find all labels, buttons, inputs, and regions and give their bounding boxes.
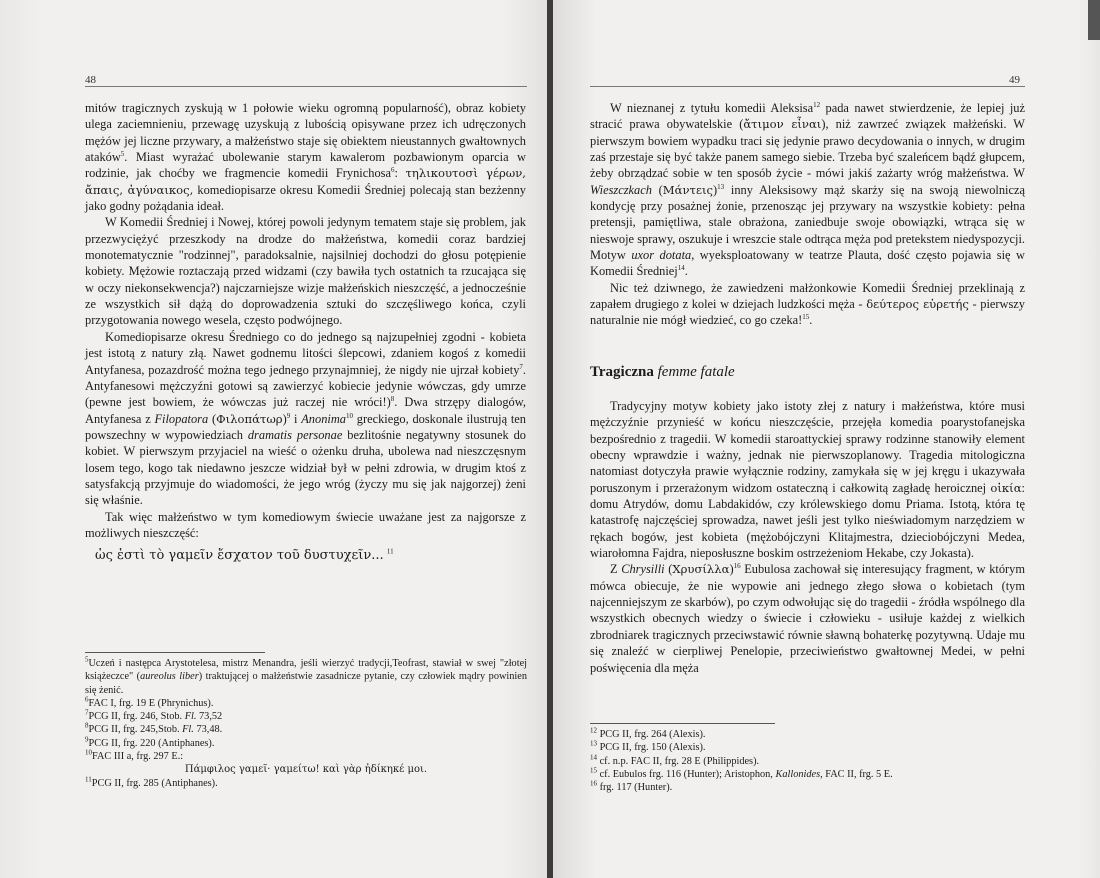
paragraph: mitów tragicznych zyskują w 1 połowie wieku ogromną popularność), obraz kobiety ulega zaciemnieniu, przewagę uzyskują z lubością opisywane przez ich udręczonych mężów jej liczne przywary, a małżeństwo staje się obiektem nieustannych gwałtownych ataków$^5$. Miast wyrażać ubolewanie starym kawalerom pozbawionym oparcia w rodzinie, jak choćby we fragmencie komedii Frynichosa$^6$: τηλικουτοσὶ γέρων, ἄπαις, ἀγύναικος, komediopisarze okresu Komedii Średniej polecają stan bezżenny jako godny pożądania ideał. [85,101,526,214]
greek-quote: ὡς ἐστὶ τὸ γαμεῖν ἔσχατον τοῦ δυστυχεῖν... $^{11}$ [95,547,394,564]
footnote: $^{15}$ cf. Eubulos frg. 116 (Hunter); Aristophon, Kallonides, FAC II, frg. 5 E. [590,766,893,780]
footnote: $^7$PCG II, frg. 246, Stob. Fl. 73,52 [85,708,223,723]
paragraph: Komediopisarze okresu Średniego co do jednego są najzupełniej zgodni - kobieta jest istotą z natury złą. Nawet godnemu litości ślepcowi, zdaniem kogoś z komedii Antyfanesa, pozazdrość można tego jednego przynajmniej, że nigdy nie ujrzał kobiety$^7$. Antyfanesowi mężczyźni gotowi są zawierzyć kobiecie jedynie wówczas, gdy umrze (pewne jest bowiem, że wówczas już raczej nie wróci!)$^8$. Dwa strzępy dialogów, Antyfanesa z Filopatora $(\Phi\iota\lambda o\pi ά\tau\omega\rho)^9$ i Anonima$^{10}$ greckiego, doskonale ilustrują ten powszechny w wypowiedziach dramatis personae bezlitośnie negatywny stosunek do kobiet. W pierwszym przyjaciel na wieść o ożenku druha, ubolewa nad nieszczęsnym losem tego, kogo tak niedawno jeszcze widział był w pełni zdrowia, w drugim ktoś z satysfakcją przyjmuje do wiadomości, że jego wróg (życzy mu się jak najgorzej) żeni się właśnie. [85,329,527,508]
main-text [590,100,1025,329]
page-number: 48 [85,74,96,86]
footnote-rule [85,652,265,653]
paragraph: W Komedii Średniej i Nowej, której powoli jedynym tematem staje się problem, jak przezwyciężyć przeszkody na drodze do małżeństwa, komedii coraz bardziej monotematycznie "rodzinnej", paradoksalnie, najsilniej dochodzi do głosu potępienie kobiety. Mężowie roztaczają przed widzami (czy bawiła tych ostatnich ta rzucająca się w oczy niekonsekwencja?) najczarniejsze wizje małżeńskich nieszczęść, a jednocześnie ze wszystkich sił dążą do doprowadzenia sztuki do szczęśliwego końca, czyli przygotowania nowego wesela, często podwójnego. [85,215,526,328]
footnote-rule [590,723,775,724]
left-page [0,0,547,878]
footnotes [85,657,527,790]
paragraph: Z Chrysilli $(X\rho\upsilon\sigma ί\lambda\lambda\alpha)^{16}$ Eubulosa zachował się interesujący fragment, w którym mówca obiecuje, że nie wypowie ani jednego złego słowa o kobietach (tym najcenniejszym ze skarbów), po czym odwołując się do tragedii - źródła wspólnego dla wszystkich obecnych wiedzy o świecie i człowieku - usiłuje każdej z wielkich zbrodniarek tragicznych przeciwstawić równie sławną bohaterkę pozytywną. Udaje mu się znaleźć w cierpliwej Penelopie, przeciwieństwo gwałtownej Medei, w pełni poświęcenia dla męża [590,562,1025,675]
right-page [553,0,1100,878]
footnote: $^{11}$PCG II, frg. 285 (Antiphanes). [85,775,218,789]
page-number: 49 [1009,74,1020,86]
footnote: $^9$PCG II, frg. 220 (Antiphanes). [85,735,215,749]
header-rule [85,86,527,87]
footnote-greek: Πάμφιλος γαμεῖ· γαμείτω! καὶ γὰρ ἠδίκηκέ μοι. [184,764,428,776]
footnote: $^5$Uczeń i następca Arystotelesa, mistrz Menandra, jeśli wierzyć tradycji,Teofrast, stawiał w swej "złotej książeczce" (aureolus liber) traktującej o małżeństwie zasadnicze pytanie, czy człowiek mądry powinien się żenić. [85,655,527,696]
header-rule [590,86,1025,87]
paragraph: Tak więc małżeństwo w tym komediowym świecie uważane jest za najgorsze z możliwych nieszczęść: [85,509,526,540]
section-heading: Tragiczna femme fatale [590,364,735,380]
paragraph: Tradycyjny motyw kobiety jako istoty złej z natury i małżeństwa, które musi mężczyźnie przynieść w końcu nieszczęście, przejęła komedia poarystofanejska bezpośrednio z tragedii. W komedii staroattyckiej sprawy rodzinne stanowiły element obecny wprawdzie i ważny, jednak nie pierwszoplanowy. Tragedia mitologiczna natomiast dotyczyła prawie wyłącznie rodziny, zamykała się w jej kręgu i ukazywała poruszonym i przerażonym widzom ostateczną i całkowitą zagładę heroicznej οἰκία: domu Atrydów, domu Labdakidów, czy królewskiego domu Priama. Istotą, która tę katastrofę najczęściej sprowadza, nawet jeśli jest tylko nieświadomym narzędziem w rękach bogów, jest kobieta (mężobójczyni Klitajmestra, dzieciobójczyni Medea, wiarołomna Fajdra, nieposłuszne boskim ostrzeżeniom Hekabe, czy Jokasta). [590,399,1025,561]
paragraph: Nic też dziwnego, że zawiedzeni małżonkowie Komedii Średniej przeklinają z zapałem drugiego z kolei w dziejach ludzkości męża - δεύτερος εὑρετής - pierwszy naturalnie nie mógł wiedzieć, co go czeka!$^{15}$. [590,280,1025,328]
footnote: $^{13}$ PCG II, frg. 150 (Alexis). [590,739,706,754]
footnote: $^6$FAC I, frg. 19 E (Phrynichus). [85,695,214,709]
footnote: $^{14}$ cf. n.p. FAC II, frg. 28 E (Philippides). [590,753,760,767]
footnote: $^{12}$ PCG II, frg. 264 (Alexis). [590,726,706,740]
paragraph: W nieznanej z tytułu komedii Aleksisa$^{12}$ pada nawet stwierdzenie, że lepiej już stracić prawa obywatelskie (ἄτιμον εἶναι), niż zawrzeć związek małżeński. W pierwszym bowiem wypadku traci się jedynie prawo decydowania o innych, w drugim zaś przestaje się być także panem samego siebie. Trzeba być szaleńcem bądź głupcem, żeby obrządzać sobie w ten sposób życie - mówi jakiś zażarty wróg małżeństwa. W Wieszczkach $(Mά\nu\tau\varepsilon\iota\varsigma)^{13}$ inny Aleksisowy mąż skarży się na swoją niewolniczą kondycję przy posażnej żonie, przenosząc jej przywary na wszystkie kobiety: pełna pretensji, pamiętliwa, stale obrażona, zaniedbuje swoje obowiązki, wtrąca się w nieswoje sprawy, oszukuje i wreszcie stale odtrąca męża pod pretekstem niedyspozycji. Motyw uxor dotata, wyeksploatowany w teatrze Plauta, dość często pojawia się w Komedii Średniej$^{14}$. [590,100,1026,279]
main-text [85,100,526,565]
scan-edge [1088,0,1100,40]
footnote: $^{10}$FAC III a, frg. 297 E.: [85,748,184,763]
footnote: $^{16}$ frg. 117 (Hunter). [590,779,673,794]
footnotes [590,728,1025,794]
footnote: $^8$PCG II, frg. 245,Stob. Fl. 73,48. [85,722,223,736]
main-text-2 [590,398,1025,676]
